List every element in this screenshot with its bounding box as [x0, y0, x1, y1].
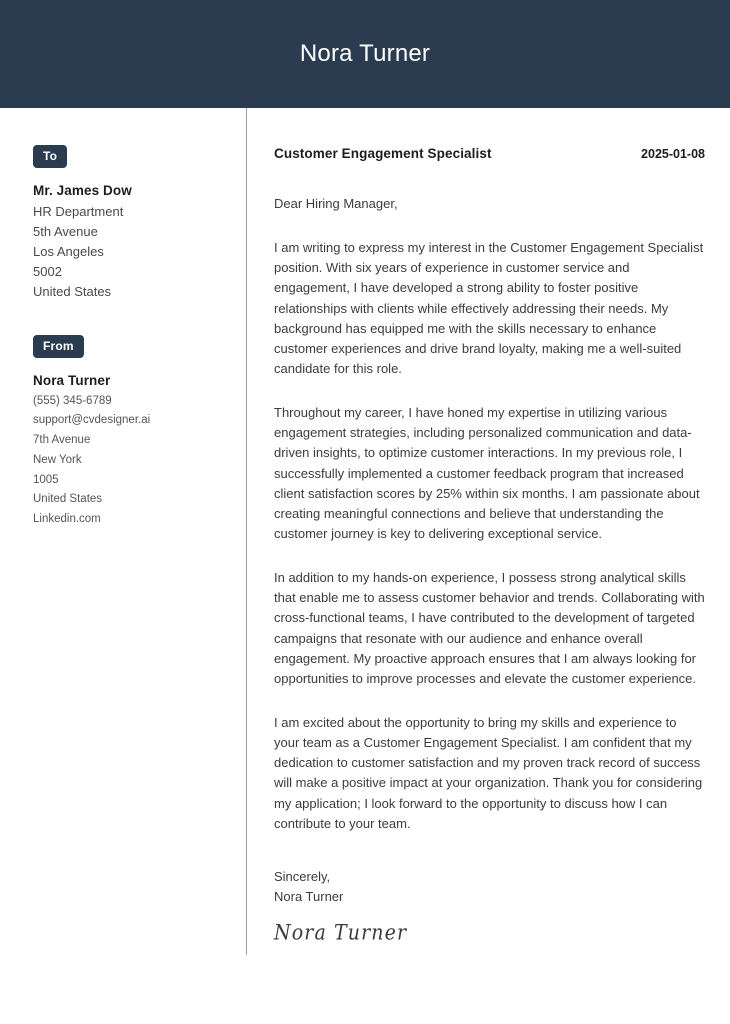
sender-name: Nora Turner — [33, 372, 111, 388]
sender-email: support@cvdesigner.ai — [33, 414, 151, 427]
letter-paragraph: In addition to my hands-on experience, I possess strong analytical skills that enable me to assess customer behavior and trends. Collaborating with cross-functional teams, I have contributed to the development of targeted campaigns that resonate with our audience and enhance overall engagement. My proactive approach ensures that I am always looking for opportunities to improve processes and elevate the customer experience. — [274, 570, 705, 686]
letter-content — [247, 108, 730, 944]
closing-salutation: Sincerely, — [274, 868, 331, 884]
letter-paragraph: I am excited about the opportunity to bring my skills and experience to your team as a Customer Engagement Specialist. I am confident that my dedication to customer satisfaction and my proven track record of success will make a positive impact at your organization. Thank you for considering my application; I look forward to the opportunity to discuss how I can contribute to your team. — [274, 714, 703, 831]
letter-body — [0, 108, 730, 1024]
job-title: Customer Engagement Specialist — [274, 146, 492, 161]
recipient-line: Los Angeles — [33, 244, 104, 260]
sender-line: New York — [33, 453, 82, 466]
sender-phone: (555) 345-6789 — [33, 394, 112, 407]
sender-details — [33, 371, 226, 530]
recipient-line: 5th Avenue — [33, 224, 98, 240]
letter-paragraph: I am writing to express my interest in the Customer Engagement Specialist position. With six years of experience in customer service and engagement, I have developed a strong ability to foster positive relationships with clients while effectively addressing their needs. My background has equipped me with the skills necessary to enhance customer experiences and drive brand loyalty, making me a well-suited candidate for this role. — [274, 240, 704, 376]
salutation: Dear Hiring Manager, — [274, 196, 398, 211]
sender-line: 7th Avenue — [33, 434, 91, 447]
letter-date: 2025-01-08 — [641, 147, 705, 161]
letter-header — [0, 0, 730, 108]
sender-section — [33, 335, 226, 530]
recipient-line: United States — [33, 284, 112, 300]
sender-line: 1005 — [33, 473, 59, 486]
to-badge: To — [33, 145, 67, 168]
from-badge: From — [33, 335, 84, 358]
contact-sidebar — [0, 108, 246, 530]
letter-paragraph: Throughout my career, I have honed my expertise in utilizing various engagement strategies, including personalized communication and data-driven insights, to optimize customer interactions. In my previous role, I successfully implemented a customer feedback program that increased client satisfaction scores by 25% within six months. I am passionate about creating meaningful connections and believe that understanding the customer journey is key to delivering exceptional service. — [274, 405, 700, 541]
recipient-details — [33, 181, 226, 303]
recipient-line: HR Department — [33, 203, 124, 219]
header-candidate-name: Nora Turner — [299, 40, 431, 67]
sender-line: United States — [33, 493, 103, 506]
recipient-line: 5002 — [33, 264, 62, 280]
closing-name: Nora Turner — [274, 888, 344, 904]
signature-script: Nora Turner — [274, 920, 408, 946]
recipient-name: Mr. James Dow — [33, 183, 132, 198]
sidebar-spacer — [33, 303, 226, 335]
recipient-section — [33, 145, 226, 303]
letter-heading-row — [274, 146, 705, 161]
sender-website: Linkedin.com — [33, 513, 101, 526]
